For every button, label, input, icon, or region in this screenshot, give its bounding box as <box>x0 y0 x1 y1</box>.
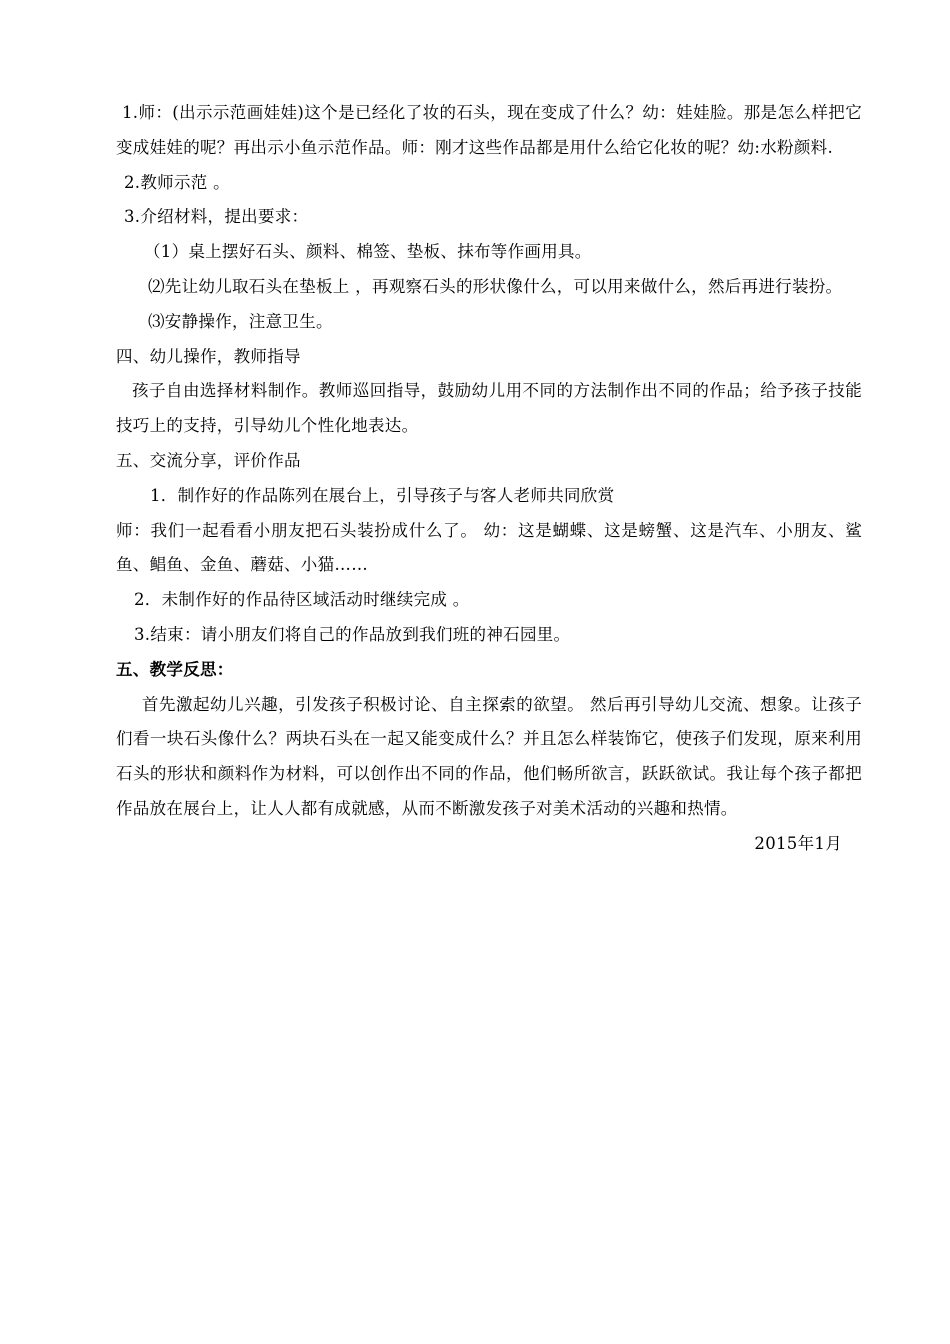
section-heading-sharing: 五、交流分享，评价作品 <box>116 450 301 470</box>
paragraph-sharing-dialogue: 师：我们一起看看小朋友把石头装扮成什么了。 幼：这是蝴蝶、这是螃蟹、这是汽车、小朋友、鲨鱼、鲳鱼、金鱼、蘑菇、小猫…… <box>116 520 862 575</box>
document-date: 2015年1月 <box>754 833 842 853</box>
section-heading-reflection: 五、教学反思： <box>116 659 234 679</box>
paragraph-teacher-demo: 2.教师示范 。 <box>124 172 230 192</box>
paragraph-reflection: 首先激起幼儿兴趣，引发孩子积极讨论、自主探索的欲望。 然后再引导幼儿交流、想象。让孩子们看一块石头像什么？两块石头在一起又能变成什么？并且怎么样装饰它，使孩子们发现，原来利用石头的形状和颜料作为材料，可以创作出不同的作品，他们畅所欲言，跃跃欲试。我让每个孩子都把作品放在展台上，让人人都有成就感，从而不断激发孩子对美术活动的兴趣和热情。 <box>116 694 862 818</box>
document-body <box>116 96 862 862</box>
paragraph-materials-3: ⑶安静操作，注意卫生。 <box>148 311 333 331</box>
paragraph-operation: 孩子自由选择材料制作。教师巡回指导，鼓励幼儿用不同的方法制作出不同的作品；给予孩子技能技巧上的支持，引导幼儿个性化地表达。 <box>116 381 862 436</box>
section-heading-operation: 四、幼儿操作，教师指导 <box>116 346 301 366</box>
paragraph-sharing-2: 2．未制作好的作品待区域活动时继续完成 。 <box>134 590 470 610</box>
paragraph-materials-2: ⑵先让幼儿取石头在垫板上 ，再观察石头的形状像什么，可以用来做什么，然后再进行装扮。 <box>148 276 843 296</box>
paragraph-closing: 3.结束：请小朋友们将自己的作品放到我们班的神石园里。 <box>134 624 571 644</box>
paragraph-sharing-1: 1．制作好的作品陈列在展台上，引导孩子与客人老师共同欣赏 <box>150 485 615 505</box>
paragraph-materials-1: （1）桌上摆好石头、颜料、棉签、垫板、抹布等作画用具。 <box>144 242 592 262</box>
paragraph-materials-intro: 3.介绍材料，提出要求： <box>124 207 309 227</box>
paragraph-demo-intro: 1.师：(出示示范画娃娃)这个是已经化了妆的石头，现在变成了什么？幼：娃娃脸。那是怎么样把它变成娃娃的呢？再出示小鱼示范作品。师：刚才这些作品都是用什么给它化妆的呢？幼:水粉颜料. <box>116 103 862 157</box>
